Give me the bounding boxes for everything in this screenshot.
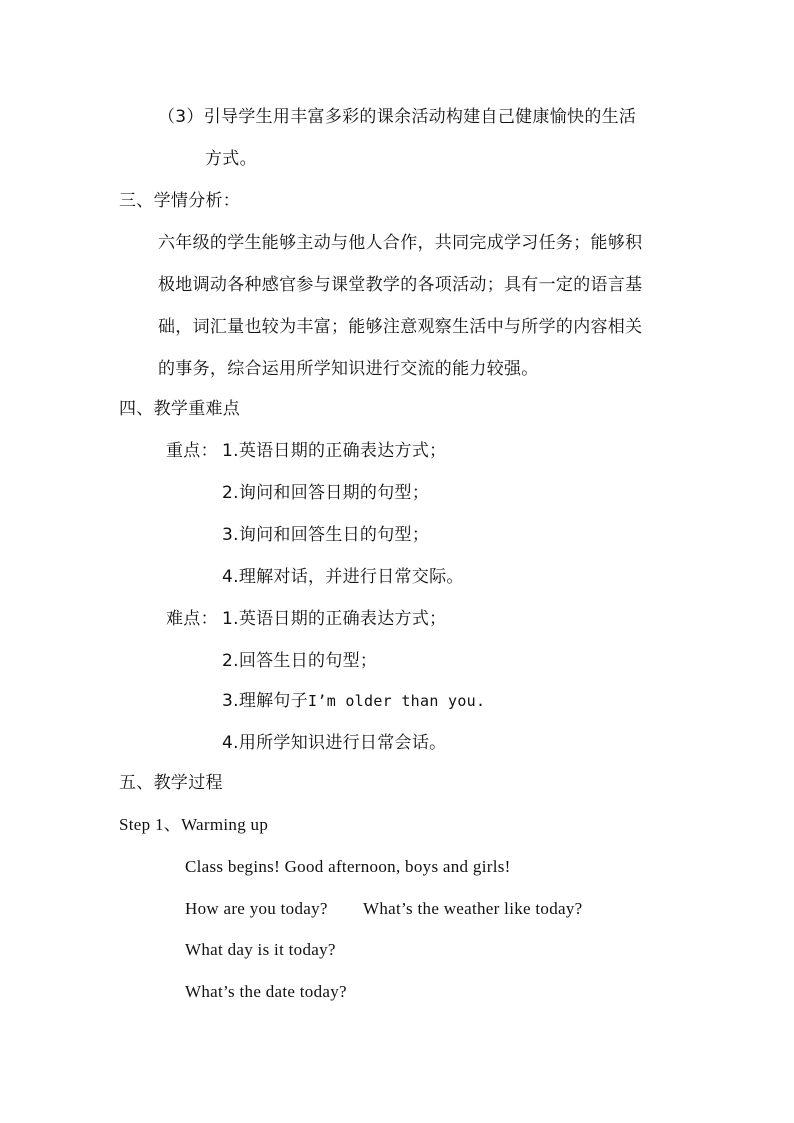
difficulty-item-3	[222, 690, 485, 712]
focus-label: 重点：	[166, 441, 218, 461]
difficulty-item-4: 4.用所学知识进行日常会话。	[222, 733, 447, 753]
warmup-line-2b: What’s the weather like today?	[363, 899, 583, 918]
goal-item-3-line-2: 方式。	[205, 149, 257, 169]
warmup-line-2a: How are you today?	[185, 899, 328, 918]
learner-analysis-line-3: 础，词汇量也较为丰富；能够注意观察生活中与所学的内容相关	[158, 317, 643, 337]
learner-analysis-heading: 三、学情分析：	[119, 191, 241, 211]
learner-analysis-line-4: 的事务，综合运用所学知识进行交流的能力较强。	[158, 359, 539, 379]
step-1-title: Step 1、Warming up	[119, 815, 269, 834]
warmup-line-4: What’s the date today?	[185, 982, 347, 1001]
process-heading: 五、教学过程	[119, 773, 223, 793]
focus-item-3: 3.询问和回答生日的句型；	[222, 525, 430, 545]
learner-analysis-line-1: 六年级的学生能够主动与他人合作，共同完成学习任务；能够积	[158, 233, 643, 253]
focus-item-2: 2.询问和回答日期的句型；	[222, 483, 430, 503]
difficulty-item-2: 2.回答生日的句型；	[222, 651, 378, 671]
key-points-heading: 四、教学重难点	[119, 399, 241, 419]
focus-item-1: 1.英语日期的正确表达方式；	[222, 441, 447, 461]
warmup-line-3: What day is it today?	[185, 940, 336, 959]
warmup-line-1: Class begins! Good afternoon, boys and girls!	[185, 857, 511, 876]
difficulty-label: 难点：	[166, 609, 218, 629]
difficulty-item-3-text: 3.理解句子	[222, 691, 309, 711]
difficulty-item-1: 1.英语日期的正确表达方式；	[222, 609, 447, 629]
difficulty-item-3-english: I’m older than you.	[308, 692, 486, 710]
learner-analysis-line-2: 极地调动各种感官参与课堂教学的各项活动；具有一定的语言基	[158, 275, 643, 295]
focus-item-4: 4.理解对话，并进行日常交际。	[222, 567, 464, 587]
goal-item-3-line-1: （3）引导学生用丰富多彩的课余活动构建自己健康愉快的生活	[158, 107, 637, 127]
